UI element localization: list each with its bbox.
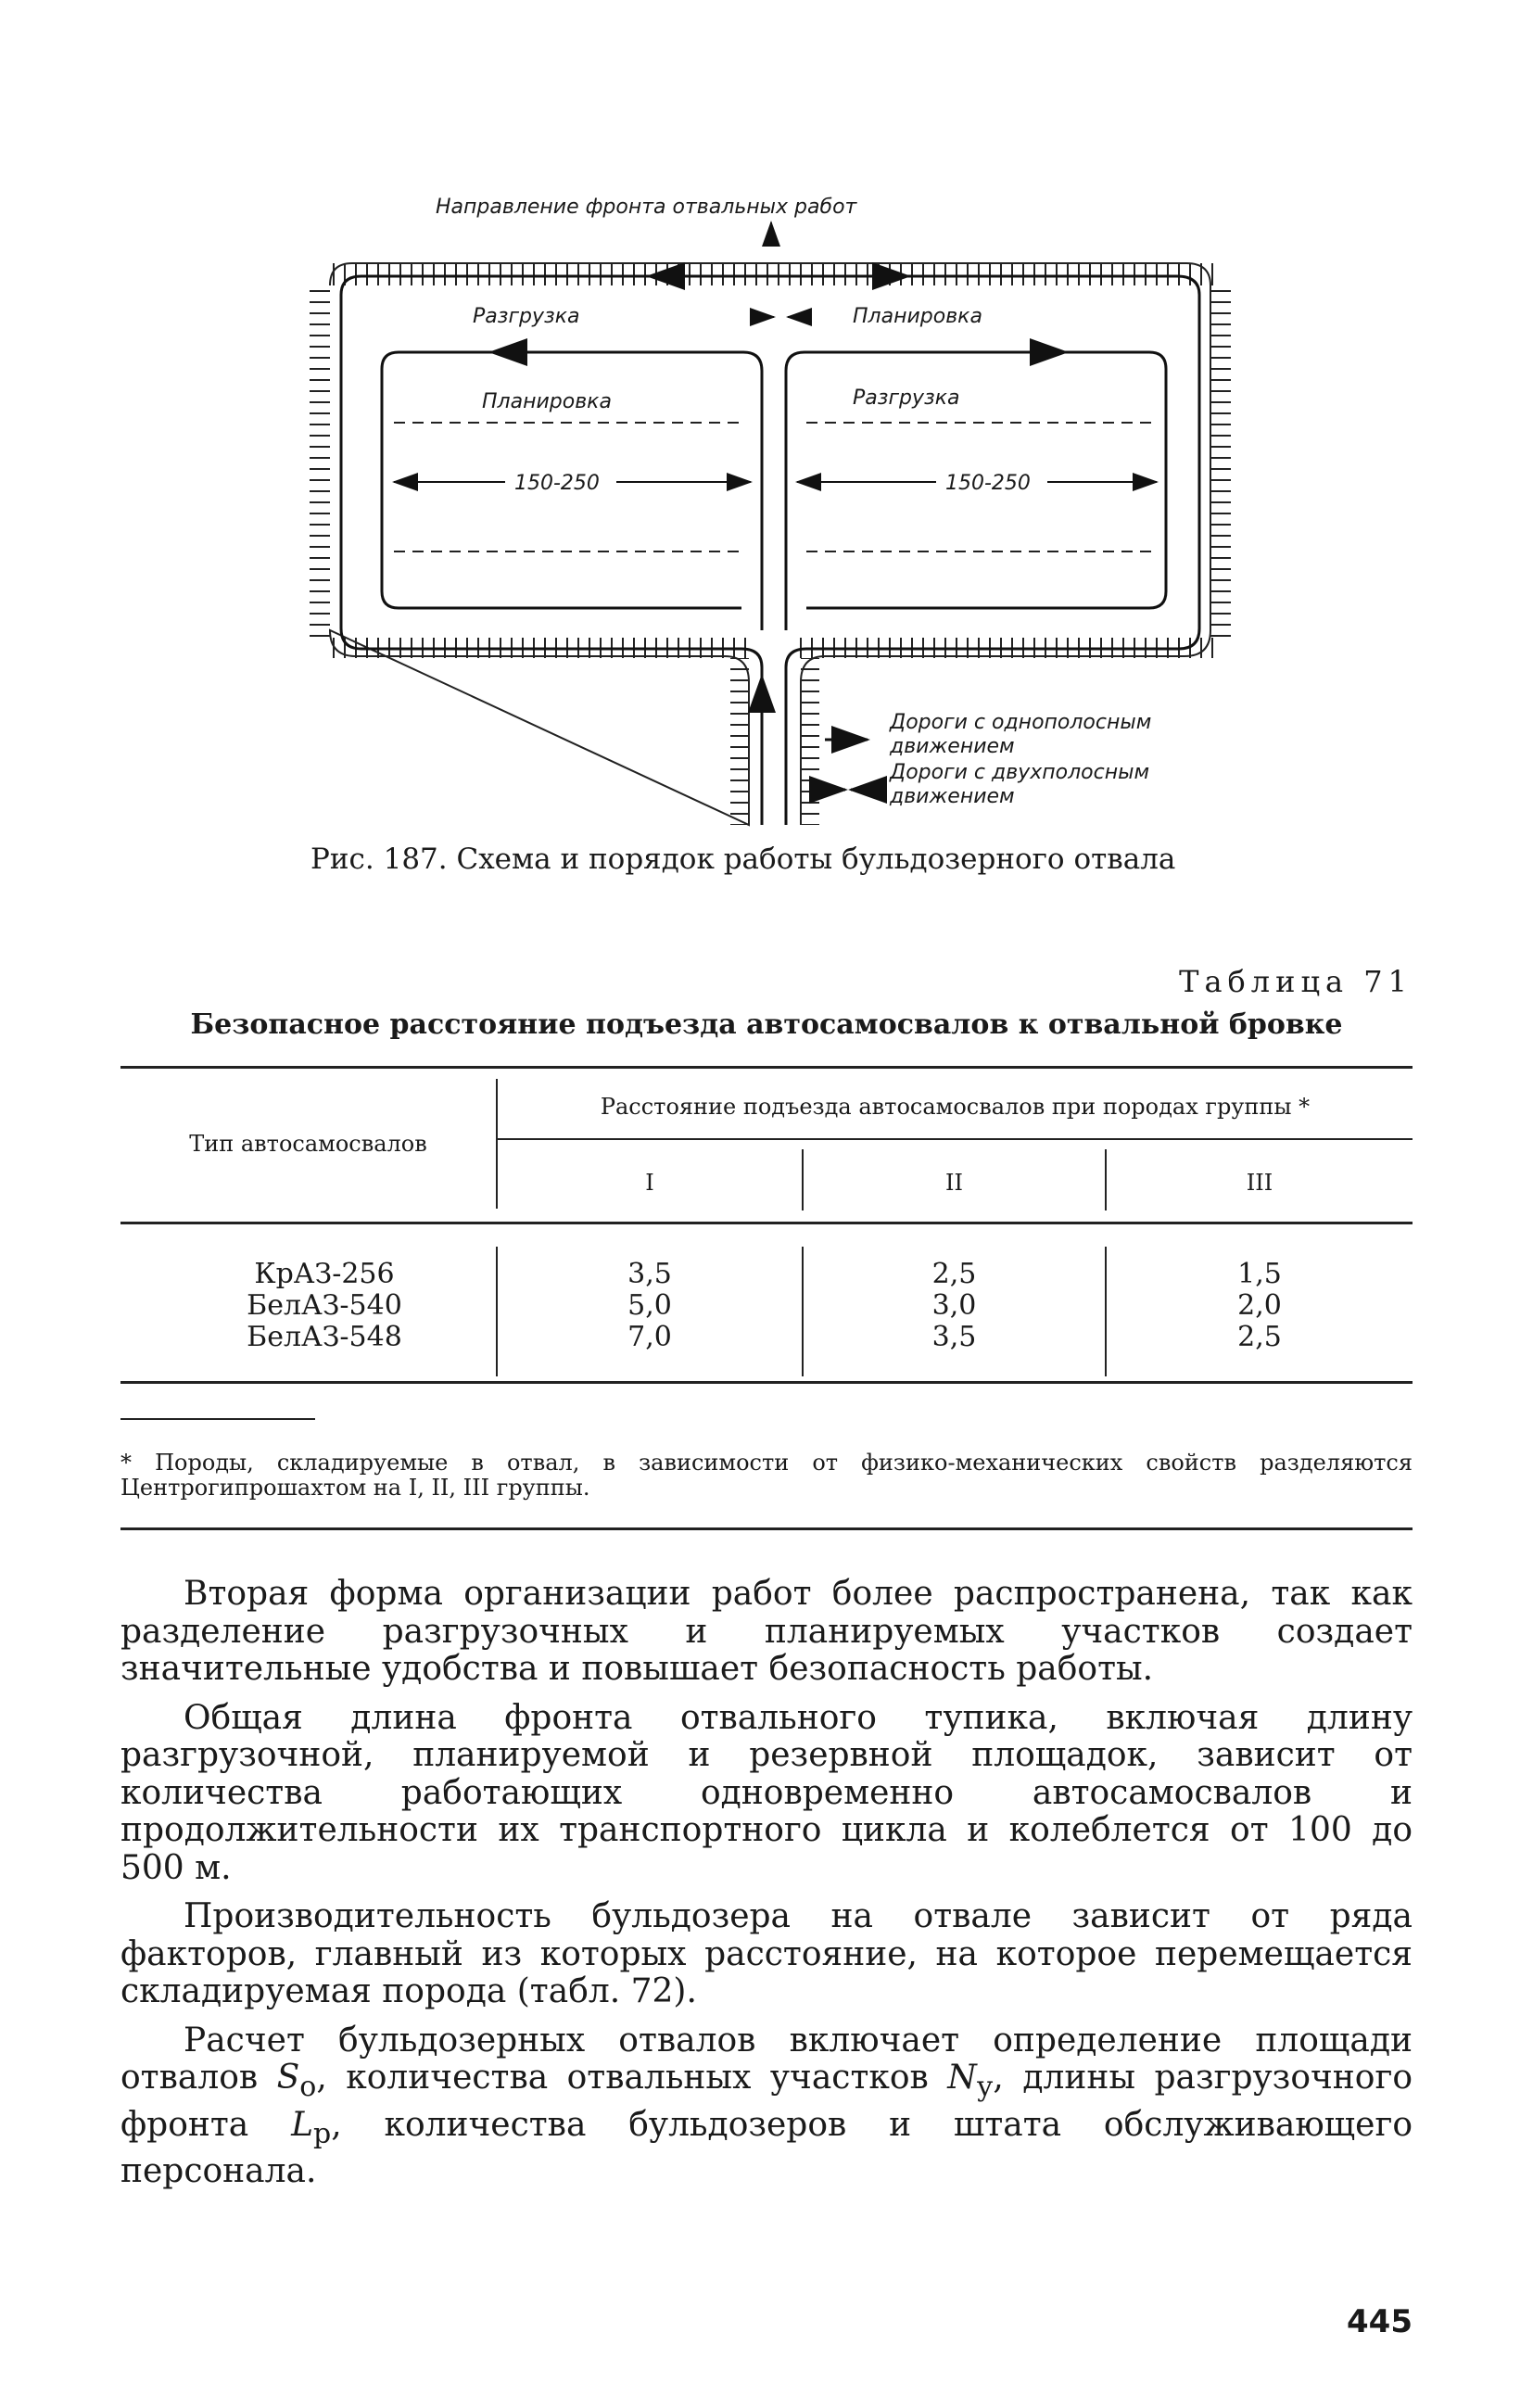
header-truck-type: Тип автосамосвалов	[189, 1131, 427, 1157]
paragraph-1: Вторая форма организации работ более распространена, так как разделение разгрузочных и планируемых участков создает значительные удобства и повышает безопасность работы.	[120, 1575, 1413, 1688]
col-group-iii-values	[1107, 1259, 1413, 1353]
figure-caption	[310, 842, 1219, 877]
legend-two-way-1: Дороги с двухполосным	[890, 761, 1150, 784]
label-left-inner: Планировка	[482, 390, 612, 413]
caption-prefix: Рис. 187.	[310, 843, 448, 876]
page-number: 445	[1347, 2303, 1413, 2340]
header-group-iii: III	[1246, 1170, 1273, 1196]
header-distance-group: Расстояние подъезда автосамосвалов при породах группы *	[600, 1094, 1311, 1120]
label-left-top: Разгрузка	[473, 305, 580, 328]
table-cell: 1,5	[1237, 1258, 1282, 1290]
legend-one-way-1: Дороги с однополосным	[890, 711, 1152, 734]
body-text	[120, 1576, 1413, 2202]
label-right-distance: 150-250	[945, 472, 1031, 495]
col-group-ii-values	[804, 1259, 1105, 1353]
caption-text: Схема и порядок работы бульдозерного отвала	[456, 843, 1176, 876]
paragraph-4: Расчет бульдозерных отвалов включает определение площади отвалов $S_о$, количества отвальных участков $N_у$, длины разгрузочного фронта $L_р$, количества бульдозеров и штата обслуживающего персонала.	[120, 2021, 1413, 2191]
legend-one-way-2: движением	[890, 735, 1015, 758]
table-cell: 3,5	[627, 1258, 672, 1290]
section-divider	[120, 1527, 1413, 1530]
label-right-top: Планировка	[853, 305, 982, 328]
table-cell: 3,0	[931, 1289, 977, 1322]
table-number: Таблица 71	[1179, 964, 1413, 999]
table-row-type: БелАЗ-540	[247, 1289, 402, 1322]
legend-two-way-2: движением	[890, 785, 1015, 808]
table-cell: 3,5	[931, 1321, 977, 1353]
paragraph-2: Общая длина фронта отвального тупика, включая длину разгрузочной, планируемой и резервной площадок, зависит от количества работающих одновременно автосамосвалов и продолжительности их транспортного цикла и колеблется от 100 до 500 м.	[120, 1698, 1413, 1887]
label-right-inner: Разгрузка	[853, 387, 960, 410]
header-group-ii: II	[945, 1170, 963, 1196]
table-row-type: БелАЗ-548	[247, 1321, 402, 1353]
dump-scheme-figure	[306, 185, 1242, 834]
table-footnote: * Породы, складируемые в отвал, в зависимости от физико-механических свойств разделяются Центрогипрошахтом на I, II, III группы.	[120, 1450, 1413, 1501]
table-title: Безопасное расстояние подъезда автосамосвалов к отвальной бровке	[190, 1008, 1343, 1041]
table-cell: 5,0	[627, 1289, 672, 1322]
label-left-distance: 150-250	[514, 472, 600, 495]
table-cell: 2,0	[1237, 1289, 1282, 1322]
table-cell: 2,5	[1237, 1321, 1282, 1353]
table-cell: 7,0	[627, 1321, 672, 1353]
col-truck-types	[185, 1259, 463, 1353]
paragraph-3: Производительность бульдозера на отвале зависит от ряда факторов, главный из которых расстояние, на которое перемещается складируемая порода (табл. 72).	[120, 1897, 1413, 2010]
col-group-i-values	[498, 1259, 802, 1353]
table-cell: 2,5	[931, 1258, 977, 1290]
header-group-i: I	[645, 1170, 654, 1196]
table-row-type: КрАЗ-256	[254, 1258, 395, 1290]
footnote-separator	[120, 1418, 315, 1420]
figure-top-label: Направление фронта отвальных работ	[436, 196, 857, 219]
